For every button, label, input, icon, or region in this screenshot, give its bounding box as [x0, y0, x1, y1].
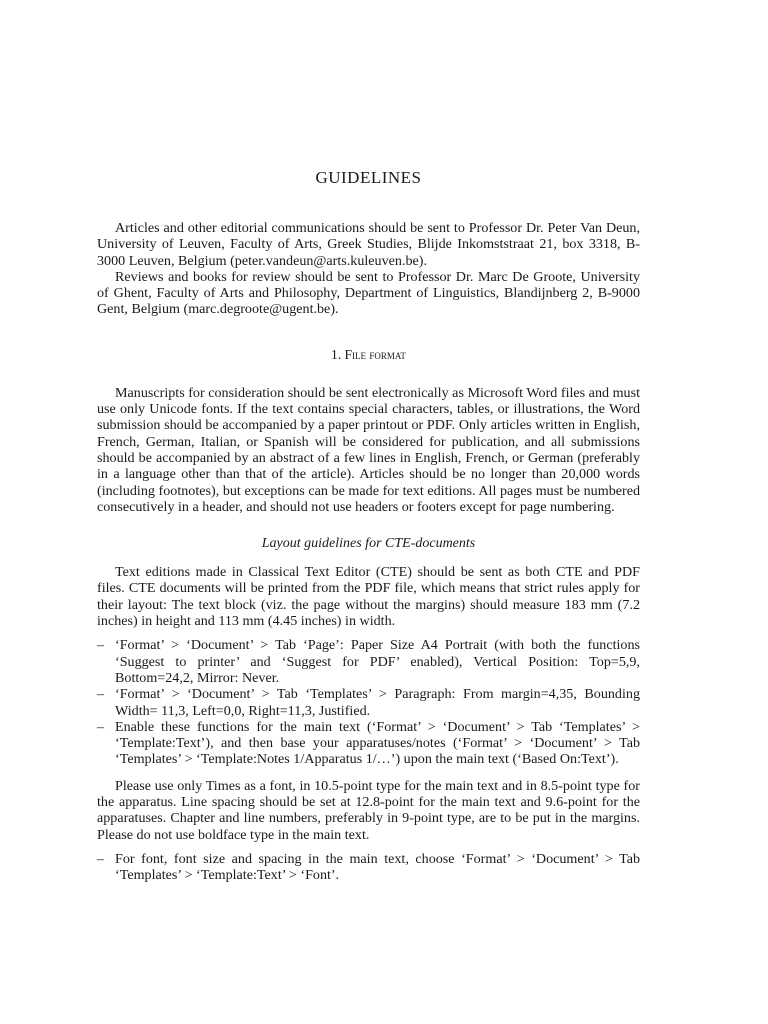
intro-section [97, 220, 640, 318]
section-heading-file-format [97, 347, 640, 363]
dash-bullet: – [97, 637, 105, 654]
dash-bullet: – [97, 686, 105, 703]
list-item [97, 719, 640, 768]
list-item-text: Enable these functions for the main text (‘Format’ > ‘Document’ > Tab ‘Templates’ > ‘Template:Text’), and then base your apparatuses/notes (‘Format’ > ‘Document’ > Tab ‘Templates’ > ‘Template:Notes 1/Apparatus 1/…’) upon the main text (‘Based On:Text’). [115, 718, 640, 768]
list-item-text: For font, font size and spacing in the main text, choose ‘Format’ > ‘Document’ > Tab ‘Templates’ > ‘Template:Text’ > ‘Font’. [115, 850, 640, 884]
font-settings-list [97, 851, 640, 884]
section-number: 1. [331, 346, 342, 362]
cte-settings-list [97, 637, 640, 767]
intro-paragraph-submissions: Articles and other editorial communications should be sent to Professor Dr. Peter Van Deun, University of Leuven, Faculty of Arts, Greek Studies, Blijde Inkomststraat 21, box 3318, B-3000 Leuven, Belgium (peter.vandeun@arts.kuleuven.be). [97, 220, 640, 269]
font-paragraph: Please use only Times as a font, in 10.5-point type for the main text and in 8.5-point type for the apparatus. Line spacing should be set at 12.8-point for the main text and 9.6-point for the apparatuses. Chapter and line numbers, preferably in 9-point type, are to be put in the margins. Please do not use boldface type in the main text. [97, 777, 640, 843]
list-item [97, 686, 640, 719]
file-format-paragraph: Manuscripts for consideration should be sent electronically as Microsoft Word files and must use only Unicode fonts. If the text contains special characters, tables, or illustrations, the Word submission should be accompanied by a paper printout or PDF. Only articles written in English, French, German, Italian, or Spanish will be considered for publication, and all submissions should be accompanied by an abstract of a few lines in English, French, or German (preferably in a language other than that of the article). Articles should be no longer than 20,000 words (including footnotes), but exceptions can be made for text editions. All pages must be numbered consecutively in a header, and should not use headers or footers except for page numbering. [97, 384, 640, 515]
dash-bullet: – [97, 850, 105, 867]
list-item [97, 637, 640, 686]
list-item [97, 851, 640, 884]
list-item-text: ‘Format’ > ‘Document’ > Tab ‘Templates’ > Paragraph: From margin=4,35, Bounding Width= 11,3, Left=0,0, Right=11,3, Justified. [115, 686, 640, 719]
dash-bullet: – [97, 718, 105, 735]
intro-paragraph-reviews: Reviews and books for review should be sent to Professor Dr. Marc De Groote, University of Ghent, Faculty of Arts and Philosophy, Department of Linguistics, Blandijnberg 2, B-9000 Gent, Belgium (marc.degroote@ugent.be). [97, 268, 640, 318]
subheading-cte-layout: Layout guidelines for CTE-documents [261, 536, 476, 552]
cte-paragraph: Text editions made in Classical Text Editor (CTE) should be sent as both CTE and PDF files. CTE documents will be printed from the PDF file, which means that strict rules apply for their layout: The text block (viz. the page without the margins) should measure 183 mm (7.2 inches) in height and 113 mm (4.45 inches) in width. [97, 564, 640, 630]
list-item-text: ‘Format’ > ‘Document’ > Tab ‘Page’: Paper Size A4 Portrait (with both the functions ‘Suggest to printer’ and ‘Suggest for PDF’ enabled), Vertical Position: Top=5,9, Bottom=24,2, Mirror: Never. [115, 637, 640, 686]
page-title: GUIDELINES [315, 168, 422, 187]
section-title: File format [344, 346, 406, 362]
